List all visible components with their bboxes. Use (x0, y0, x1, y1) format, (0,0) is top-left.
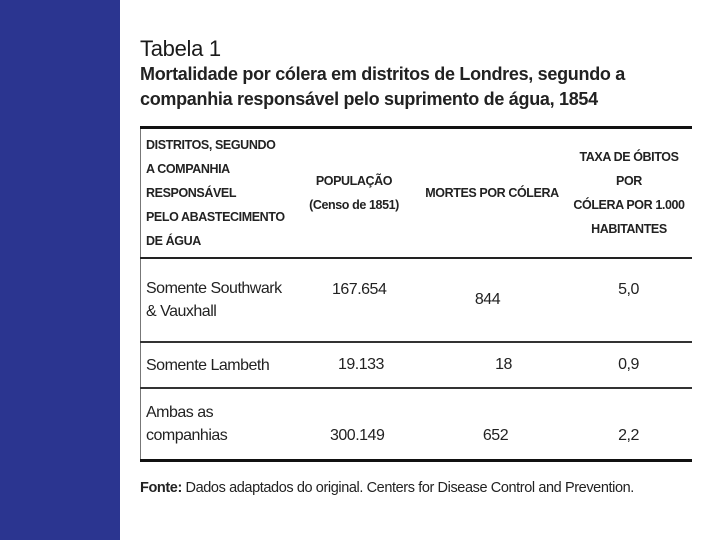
table-row (141, 258, 693, 342)
header-district-line: DE ÁGUA (146, 234, 201, 248)
header-district-line: DISTRITOS, SEGUNDO (146, 138, 276, 152)
header-population (290, 128, 418, 259)
population-cell: 300.149 (330, 426, 385, 444)
slide-side-bar (0, 0, 120, 540)
table-caption (140, 36, 700, 112)
rate-cell: 5,0 (618, 281, 639, 298)
district-line: Somente Lambeth (146, 356, 270, 374)
header-district-line: A COMPANHIA (146, 162, 230, 176)
table-row (141, 342, 693, 388)
district-cell (141, 342, 291, 388)
deaths-cell (418, 342, 566, 388)
header-deaths: MORTES POR CÓLERA (425, 186, 559, 200)
source-label: Fonte: (140, 480, 182, 496)
table-number: Tabela 1 (140, 36, 221, 61)
header-district-line: PELO ABASTECIMENTO (146, 210, 285, 224)
header-population-line: (Censo de 1851) (309, 198, 399, 212)
deaths-value: 18 (495, 356, 512, 373)
population-cell: 19.133 (338, 356, 384, 373)
header-district-line: RESPONSÁVEL (146, 186, 237, 200)
header-population-line: POPULAÇÃO (315, 174, 393, 188)
table-body (141, 258, 693, 460)
deaths-value: 652 (482, 426, 509, 444)
header-district (141, 128, 291, 259)
header-row (141, 128, 693, 259)
rate-cell: 2,2 (618, 426, 639, 444)
deaths-value: 844 (474, 291, 501, 308)
deaths-cell (418, 400, 566, 472)
source-text: Dados adaptados do original. Centers for Disease Control and Prevention. (181, 480, 634, 496)
cholera-mortality-table (140, 126, 692, 462)
table-title-line-2: companhia responsável pelo suprimento de água, 1854 (140, 89, 598, 109)
table-row (141, 388, 693, 460)
header-rate-line: HABITANTES (591, 222, 667, 236)
table-header (141, 128, 693, 259)
population-cell: 167.654 (332, 281, 387, 298)
header-rate (566, 128, 692, 259)
district-line: & Vauxhall (146, 303, 217, 320)
district-line: companhias (146, 426, 228, 444)
district-cell (141, 258, 291, 342)
district-line: Ambas as (146, 403, 214, 421)
table-source (140, 480, 634, 496)
district-cell (141, 388, 291, 460)
deaths-cell (418, 258, 566, 342)
table-title-line-1: Mortalidade por cólera em distritos de Londres, segundo a (140, 64, 625, 84)
header-rate-line: CÓLERA POR 1.000 (573, 198, 685, 212)
header-rate-line: TAXA DE ÓBITOS POR (579, 150, 679, 188)
rate-cell: 0,9 (618, 356, 639, 373)
district-line: Somente Southwark (146, 280, 282, 297)
